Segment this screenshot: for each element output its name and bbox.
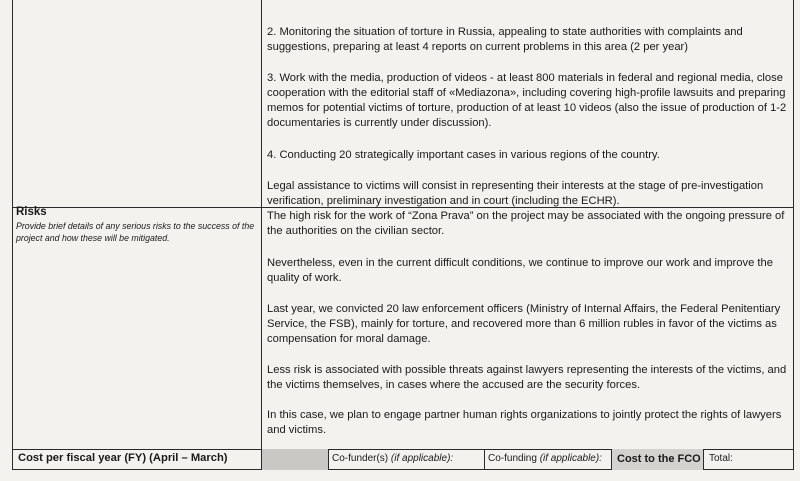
risks-paragraph-5: In this case, we plan to engage partner human rights organizations to jointly protect the rights of lawyers and victims. (267, 409, 782, 436)
cost-label: Cost per fiscal year (FY) (April – March) (18, 452, 228, 464)
cofunders-label: Co-funder(s) (332, 453, 389, 464)
column-divider (261, 0, 262, 449)
cost-value-cell (261, 449, 329, 470)
risks-description: Provide brief details of any serious risks to the success of the project and how these will be mitigated. (16, 221, 255, 243)
cofunders-hint: (if applicable): (390, 453, 454, 464)
fco-label: Cost to the FCO (617, 453, 701, 465)
cofunding-cell (484, 449, 611, 470)
risks-paragraph-2: Nevertheless, even in the current difficult conditions, we continue to improve our work and improve the quality of work. (267, 257, 773, 284)
cofunding-label: Co-funding (488, 453, 537, 464)
fco-cell (611, 449, 703, 470)
risks-paragraph-4: Less risk is associated with possible threats against lawyers representing the interests of the victims, and the victims themselves, in cases where the accused are the security forces. (267, 364, 787, 391)
objective-paragraph-5: Legal assistance to victims will consist in representing their interests at the stage of pre-investigation verification, preliminary investigation and in court (including the ECHR). (267, 180, 764, 207)
objective-paragraph-3: 3. Work with the media, production of videos - at least 800 materials in federal and regional media, close cooperation with the editorial staff of «Mediazona», including covering high-profile lawsuits and preparing memos for potential victims of torture, production of at least 10 videos (also the issue of production of 1-2 documentaries is currently under discussion). (267, 72, 787, 129)
risks-title: Risks (16, 206, 47, 218)
cost-row (12, 449, 794, 470)
cofunders-cell (329, 449, 484, 470)
total-cell (703, 449, 794, 470)
risks-paragraph-1: The high risk for the work of “Zona Prava” on the project may be associated with the ongoing pressure of the authorities on the civilian sector. (267, 210, 785, 237)
cofunding-hint: (if applicable): (539, 453, 602, 464)
objective-paragraph-4: 4. Conducting 20 strategically important cases in various regions of the country. (267, 149, 660, 161)
risks-paragraph-3: Last year, we convicted 20 law enforcement officers (Ministry of Internal Affairs, the Federal Penitentiary Service, the FSB), mainly for torture, and recovered more than 6 million rubles in favor of the victims as compensation for moral damage. (267, 303, 781, 345)
objective-paragraph-2: 2. Monitoring the situation of torture in Russia, appealing to state authorities with complaints and suggestions, preparing at least 4 reports on current problems in this area (2 per year) (267, 26, 743, 53)
total-label: Total: (709, 453, 733, 464)
